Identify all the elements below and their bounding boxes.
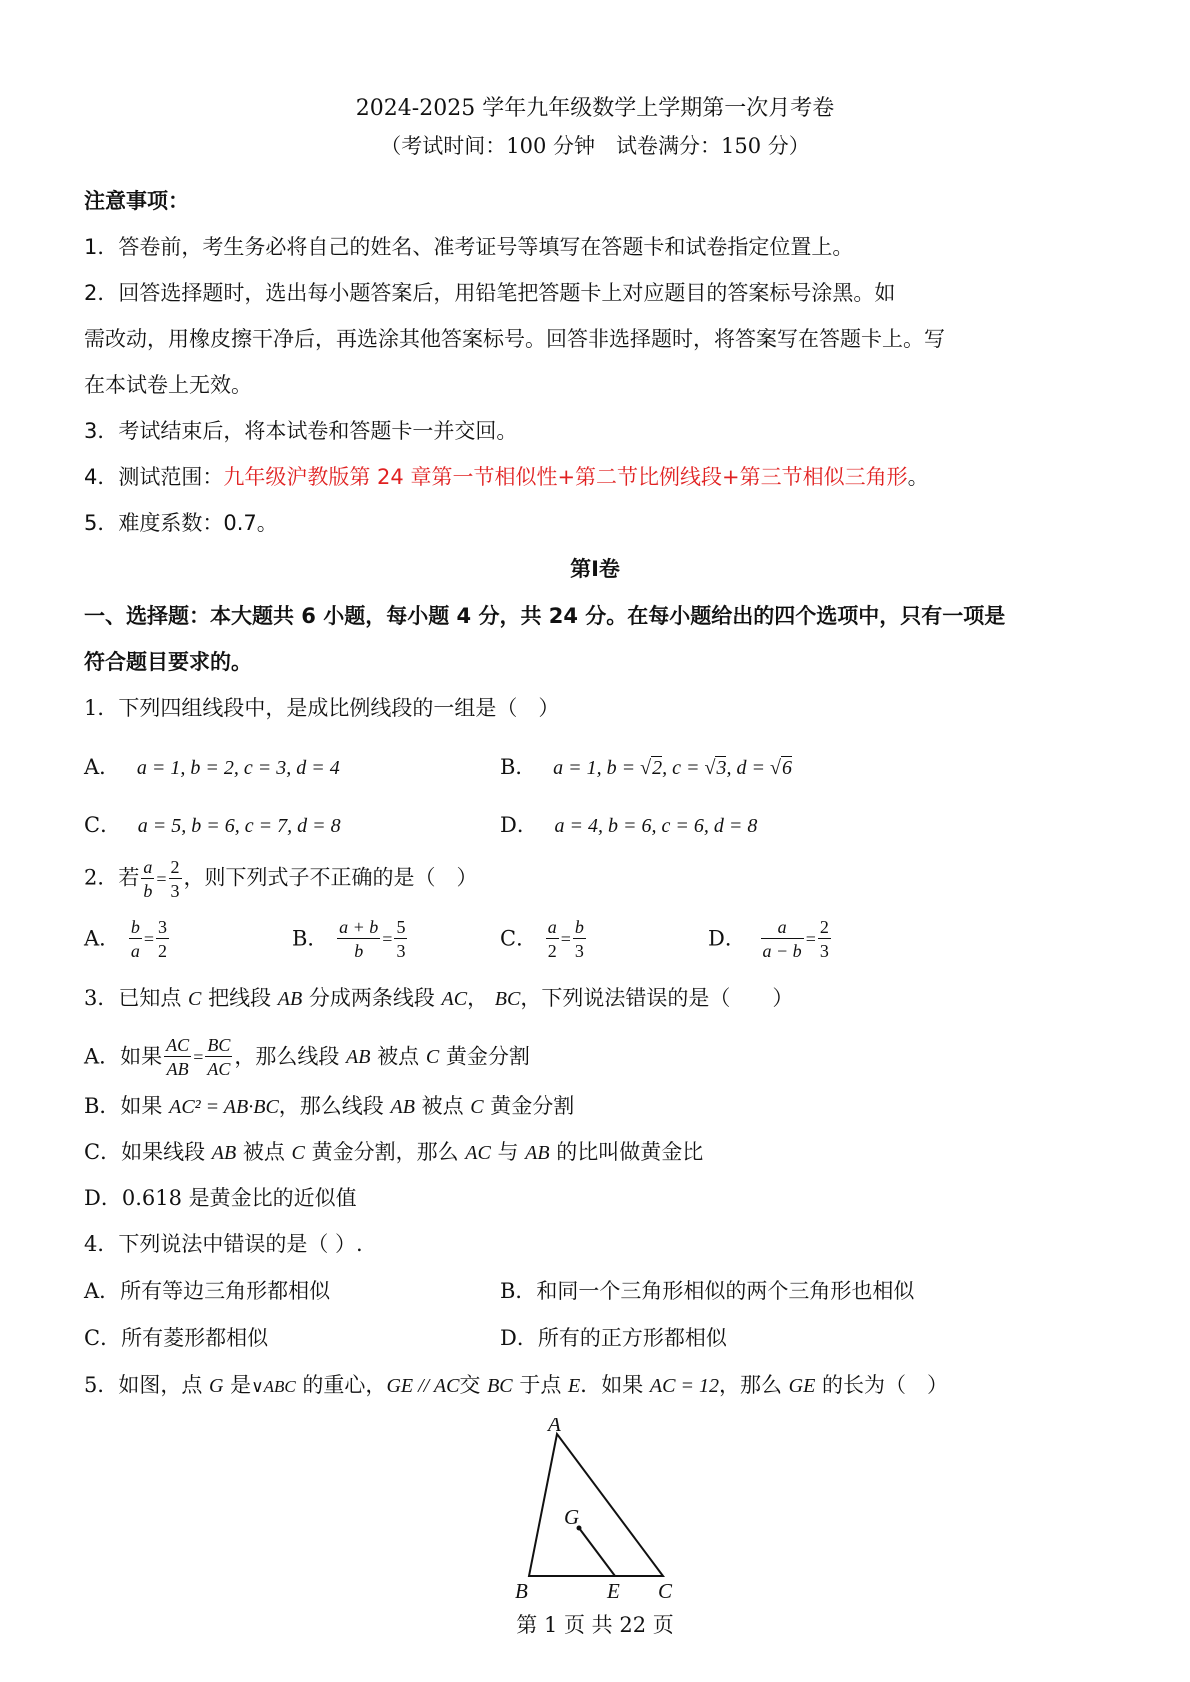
- fraction: [761, 918, 804, 960]
- volume-heading: 第Ⅰ卷: [570, 557, 620, 581]
- note-2-line-1: 2．回答选择题时，选出每小题答案后，用铅笔把答题卡上对应题目的答案标号涂黑。如: [84, 281, 896, 305]
- label-e: E: [607, 1579, 620, 1598]
- math-ab: AB: [525, 1142, 550, 1164]
- text: 的长为（ ）: [815, 1373, 949, 1397]
- exam-subtitle: （考试时间：100 分钟 试卷满分：150 分）: [380, 134, 810, 158]
- text: ，: [467, 986, 495, 1010]
- label-c: C: [658, 1579, 673, 1598]
- text: A．如果: [84, 1044, 163, 1069]
- numerator: b: [130, 917, 140, 937]
- fraction: [394, 918, 407, 960]
- fraction: [129, 918, 142, 960]
- triangle-abc: [529, 1434, 663, 1576]
- label-b: B: [515, 1579, 528, 1598]
- q1-c-math: a = 5, b = 6, c = 7, d = 8: [137, 815, 341, 837]
- note-4-prefix: 4．测试范围：: [84, 465, 224, 489]
- radicand: 6: [781, 757, 792, 779]
- denominator: 2: [158, 941, 168, 961]
- text: 黄金分割，那么: [304, 1140, 466, 1164]
- text: 黄金分割: [439, 1044, 530, 1069]
- triangle-figure: [470, 1418, 730, 1603]
- q3-option-b: [84, 1096, 574, 1117]
- option-label: B．: [500, 755, 537, 779]
- math-ac: AC: [441, 988, 468, 1010]
- q4-stem: 4．下列说法中错误的是（ ）.: [84, 1232, 363, 1256]
- q3-stem: [84, 988, 793, 1009]
- numerator: b: [574, 917, 584, 937]
- denominator: b: [354, 941, 364, 961]
- option-label: C．: [84, 813, 122, 837]
- math-e: E: [568, 1375, 581, 1397]
- option-label: C．: [500, 926, 538, 951]
- option-label: A．: [84, 755, 121, 779]
- math-ac: AC: [465, 1142, 491, 1164]
- note-5: 5．难度系数：0.7。: [84, 511, 278, 535]
- note-4-suffix: 。: [907, 465, 929, 489]
- fraction: [141, 858, 154, 900]
- denominator: 2: [547, 941, 557, 961]
- math-c: C: [470, 1096, 484, 1118]
- numerator: a: [143, 857, 153, 877]
- q4-option-b: B．和同一个三角形相似的两个三角形也相似: [500, 1279, 915, 1303]
- text: ．如果: [580, 1373, 650, 1397]
- math-ac-value: AC = 12: [649, 1375, 719, 1397]
- text: 被点: [370, 1044, 426, 1069]
- numerator: AC: [166, 1035, 190, 1055]
- test-range: 九年级沪教版第 24 章第一节相似性+第二节比例线段+第三节相似三角形: [223, 465, 908, 489]
- denominator: b: [143, 881, 153, 901]
- q1-a-math: a = 1, b = 2, c = 3, d = 4: [136, 757, 340, 779]
- text: B．如果: [84, 1094, 170, 1118]
- q3-option-c: [84, 1142, 703, 1163]
- text: 是: [223, 1373, 252, 1397]
- q2-post: ，则下列式子不正确的是（ ）: [183, 865, 478, 890]
- q2-option-c: [500, 918, 588, 960]
- math-expression: AC² = AB·BC: [169, 1096, 279, 1118]
- note-2-line-2: 需改动，用橡皮擦干净后，再选涂其他答案标号。回答非选择题时，将答案写在答题卡上。写: [84, 327, 945, 351]
- q2-option-a: [84, 918, 171, 960]
- page-footer: 第 1 页 共 22 页: [516, 1613, 674, 1637]
- denominator: a: [130, 941, 140, 961]
- text: 于点: [512, 1373, 569, 1397]
- numerator: 2: [170, 857, 180, 877]
- part1-heading-line-2: 符合题目要求的。: [84, 650, 252, 674]
- equals: =: [143, 929, 155, 949]
- option-label: A．: [84, 926, 121, 951]
- math-c: C: [291, 1142, 305, 1164]
- text: 被点: [414, 1094, 471, 1118]
- q2-option-d: [708, 918, 833, 960]
- q1-d-math: a = 4, b = 6, c = 6, d = 8: [554, 815, 758, 837]
- text: 3．已知点: [84, 986, 189, 1010]
- math-text: a = 1, b =: [553, 757, 641, 779]
- q4-option-d: D．所有的正方形都相似: [500, 1326, 727, 1350]
- q4-option-a: A．所有等边三角形都相似: [84, 1279, 331, 1303]
- math-g: G: [209, 1375, 224, 1397]
- q3-option-d: D．0.618 是黄金比的近似值: [84, 1186, 357, 1210]
- text: 被点: [236, 1140, 292, 1164]
- note-4: [84, 467, 929, 488]
- radicand: 3: [716, 757, 727, 779]
- denominator: 3: [170, 881, 180, 901]
- fraction: [169, 858, 182, 900]
- exam-title: 2024-2025 学年九年级数学上学期第一次月考卷: [355, 96, 835, 121]
- equals: =: [560, 929, 571, 949]
- math-c: C: [188, 988, 202, 1010]
- text: ，那么线段: [278, 1094, 391, 1118]
- denominator: AB: [166, 1059, 189, 1079]
- math-bc: BC: [487, 1375, 513, 1397]
- q1-option-a: [84, 757, 340, 778]
- math-ab: AB: [346, 1046, 371, 1068]
- text: 5．如图，点: [84, 1373, 210, 1397]
- math-text: , d =: [726, 757, 770, 779]
- fraction: [164, 1036, 191, 1078]
- math-bc: BC: [494, 988, 521, 1010]
- fraction: [337, 918, 380, 960]
- notes-heading: 注意事项：: [84, 189, 189, 213]
- segment-ge: [579, 1528, 615, 1576]
- q1-option-b: [500, 757, 792, 778]
- equals: =: [156, 869, 167, 889]
- q1-stem: 1．下列四组线段中，是成比例线段的一组是（ ）: [84, 696, 560, 720]
- fraction: [818, 918, 831, 960]
- text: 把线段: [201, 986, 278, 1010]
- math-triangle: ∨ABC: [251, 1377, 296, 1396]
- numerator: a: [761, 918, 804, 939]
- q4-option-c: C．所有菱形都相似: [84, 1326, 269, 1350]
- numerator: BC: [207, 1035, 231, 1055]
- text: 黄金分割: [483, 1094, 575, 1118]
- denominator: a − b: [762, 941, 802, 961]
- text: 与: [490, 1140, 526, 1164]
- note-1: 1．答卷前，考生务必将自己的姓名、准考证号等填写在答题卡和试卷指定位置上。: [84, 235, 854, 259]
- note-3: 3．考试结束后，将本试卷和答题卡一并交回。: [84, 419, 518, 443]
- q2-stem: [84, 858, 478, 900]
- q1-b-math: a = 1, b = √2, c = √3, d = √6: [553, 757, 792, 779]
- fraction: [546, 918, 559, 960]
- radicand: 2: [652, 757, 663, 779]
- numerator: 3: [158, 917, 168, 937]
- q2-pre: 2．若: [84, 865, 140, 890]
- numerator: 5: [396, 917, 406, 937]
- denominator: 3: [819, 941, 829, 961]
- text: 的比叫做黄金比: [549, 1140, 704, 1164]
- q3-option-a: [84, 1036, 530, 1078]
- fraction: [205, 1036, 232, 1078]
- text: 分成两条线段: [302, 986, 442, 1010]
- text: C．如果线段: [84, 1140, 212, 1164]
- equals: =: [193, 1047, 204, 1067]
- numerator: a + b: [339, 917, 379, 937]
- q1-option-d: [500, 815, 757, 836]
- numerator: 2: [819, 917, 829, 937]
- option-label: D．: [708, 926, 746, 951]
- label-g: G: [564, 1505, 580, 1529]
- part1-heading-line-1: 一、选择题：本大题共 6 小题，每小题 4 分，共 24 分。在每小题给出的四个选项中，只有一项是: [84, 604, 1006, 628]
- equals: =: [382, 929, 393, 949]
- math-text: , c =: [662, 757, 705, 779]
- text: ，那么: [718, 1373, 789, 1397]
- equals: =: [805, 929, 816, 949]
- math-c: C: [425, 1046, 440, 1068]
- text: ，那么线段: [234, 1044, 347, 1069]
- math-parallel: GE // AC: [386, 1375, 460, 1397]
- option-label: B．: [292, 926, 329, 951]
- math-ab: AB: [390, 1096, 415, 1118]
- text: 的重心，: [295, 1373, 387, 1397]
- label-a: A: [548, 1418, 561, 1436]
- math-ab: AB: [211, 1142, 237, 1164]
- denominator: AC: [207, 1059, 231, 1079]
- note-2-line-3: 在本试卷上无效。: [84, 373, 252, 397]
- math-ab: AB: [277, 988, 303, 1010]
- text: 交: [459, 1373, 488, 1397]
- denominator: 3: [396, 941, 406, 961]
- denominator: 3: [574, 941, 584, 961]
- text: ，下列说法错误的是（ ）: [520, 986, 794, 1010]
- fraction: [573, 918, 586, 960]
- numerator: a: [547, 917, 557, 937]
- q5-stem: [84, 1375, 948, 1396]
- q1-option-c: [84, 815, 341, 836]
- fraction: [156, 918, 169, 960]
- math-ge: GE: [788, 1375, 816, 1397]
- option-label: D．: [500, 813, 538, 837]
- q2-option-b: [292, 918, 409, 960]
